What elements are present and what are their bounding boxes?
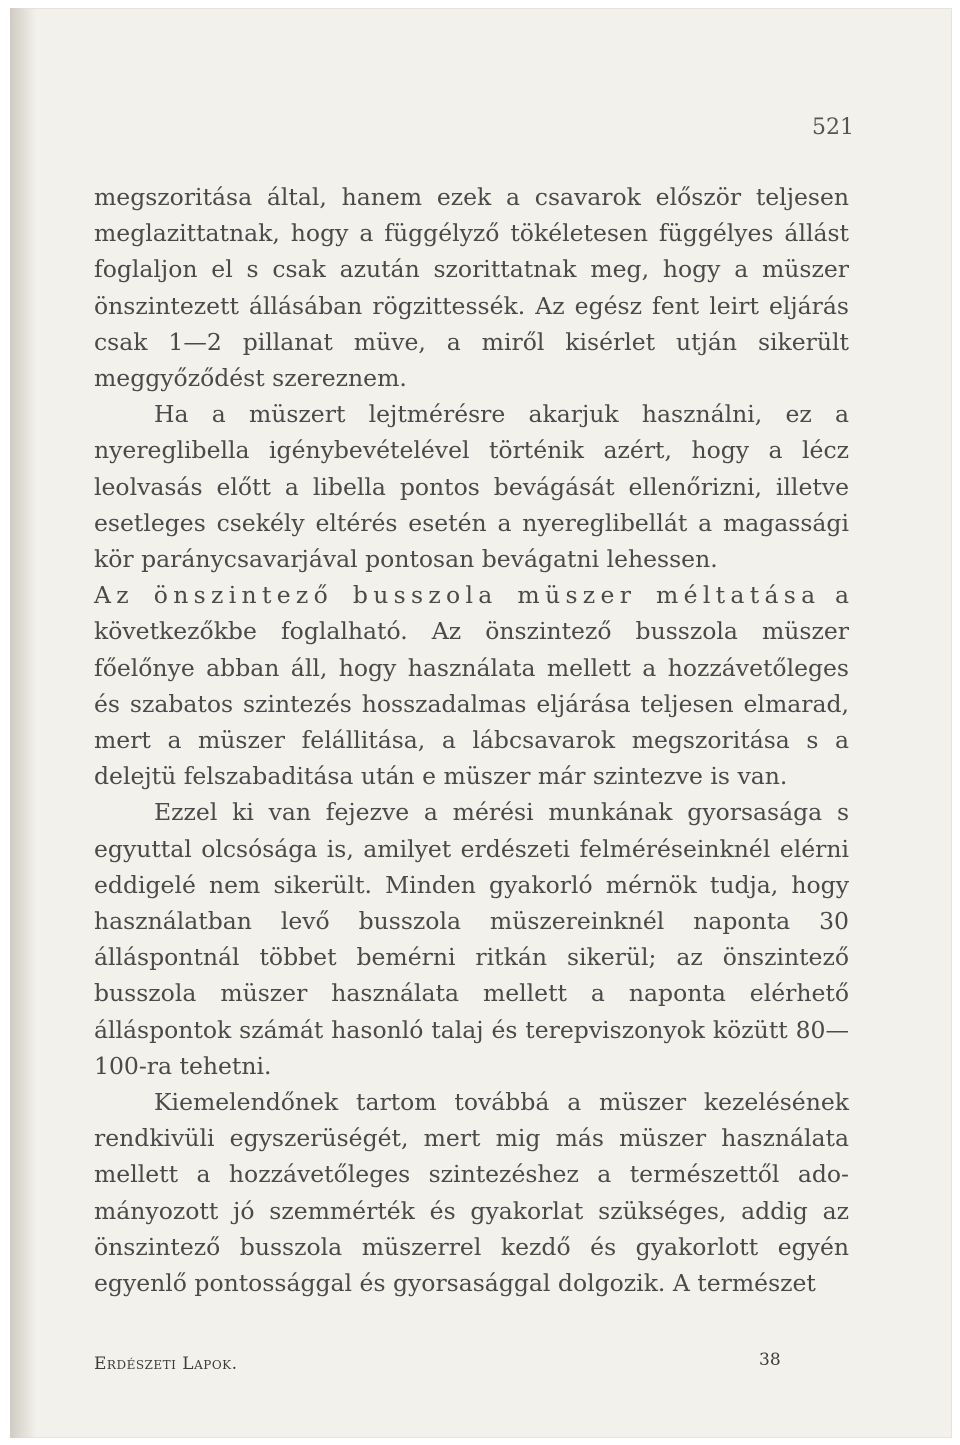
journal-name: Erdészeti Lapok. <box>94 1354 238 1374</box>
book-page <box>10 8 952 1438</box>
paragraph-text: Ezzel ki van fejezve a mérési munkának gyorsasága s egyuttal olcsósága is, amilyet erdészeti felméréseinknél elérni eddigelé nem sikerült. Minden gyakorló mérnök tudja, hogy használatban levő busszola müszereinknél naponta 30 álláspontnál többet bemérni ritkán sikerül; az önszintező busszola müszer használata mellett a naponta elérhető álláspontok számát hasonló talaj és terepviszonyok közütt 80—100-ra tehetni. <box>94 798 849 1080</box>
paragraph-4 <box>94 794 849 1084</box>
paragraph-text: a következőkbe foglalható. Az önszintező busszola müszer főelőnye abban áll, hogy használata mellett a hozzávetőleges és szabatos szintezés hosszadalmas eljárása teljesen elmarad, mert a müszer felállitása, a lábcsavarok megszoritása s a delejtü felszabaditása után e müszer már szintezve is van. <box>94 581 849 791</box>
paragraph-1 <box>94 179 849 396</box>
paragraph-text: Kiemelendőnek tartom továbbá a müszer kezelésének rendkivüli egyszerüségét, mert mig más müszer használata mellett a hozzávetőleges szintezéshez a természettől adományozott jó szemmérték és gyakorlat szükséges, addig az önszintező busszola müszerrel kezdő és gyakorlott egyén egyenlő pontossággal és gyorsasággal dolgozik. A természet <box>94 1088 849 1298</box>
paragraph-3 <box>94 577 849 794</box>
paragraph-5 <box>94 1084 849 1301</box>
paragraph-text: megszoritása által, hanem ezek a csavarok először teljesen meglazittatnak, hogy a függélyző tökéletesen függélyes állást foglaljon el s csak azután szorittatnak meg, hogy a müszer önszintezett állásában rögzittessék. Az egész fent leirt eljárás csak 1—2 pillanat müve, a miről kisérlet utján sikerült meggyőződést szereznem. <box>94 183 849 393</box>
page-number: 521 <box>812 115 854 140</box>
spaced-emphasis: Az önszintező busszola müszer méltatása <box>94 581 821 610</box>
page-footer <box>94 1350 794 1374</box>
paragraph-2 <box>94 396 849 577</box>
body-text <box>94 179 849 1301</box>
paragraph-text: Ha a müszert lejtmérésre akarjuk használni, ez a nyereglibella igénybevételével történik azért, hogy a lécz leolvasás előtt a libella pontos bevágását ellenőrizni, illetve esetleges csekély eltérés esetén a nyereglibellát a magassági kör paránycsavarjával pontosan bevágatni lehessen. <box>94 400 849 574</box>
signature-mark: 38 <box>759 1350 781 1370</box>
